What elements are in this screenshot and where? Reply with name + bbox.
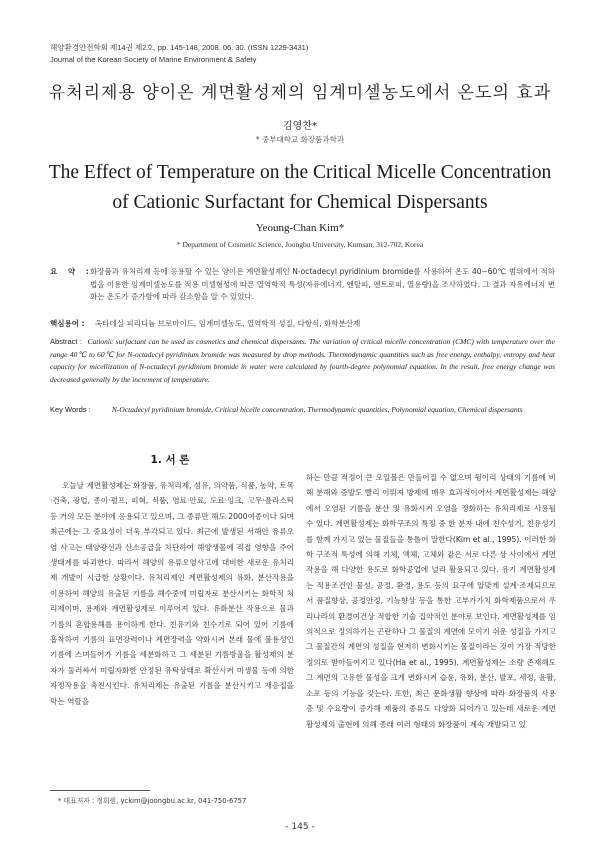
footnote-rule xyxy=(50,790,150,791)
journal-name: Journal of the Korean Society of Marine Environment & Safety xyxy=(50,55,257,64)
keywords-english-text: N-Octadecyl pyridinium bromide, Critical bicelle concentration, Thermodynamic quantities, Polynomial equation, Chemical dispersants xyxy=(111,405,523,414)
affiliation-korean: * 중부대학교 화장품과학과 xyxy=(255,135,345,144)
title-korean: 유처리제용 양이온 계면활성제의 임계미셀농도에서 온도의 효과 xyxy=(48,83,552,103)
abstract-english xyxy=(50,336,555,386)
abstract-korean-text: 화장품과 유처리제 등에 응용할 수 있는 양이온 계면활성제인 N-octadecyl pyridinium bromide를 사용하여 온도 40∼60℃ 범위에서 적하법을 이용한 임계미셀농도를 적용 미셀형성에 따른 열역학적 특성(자유에너지, 엔탈피, 엔트로피, 열용량)을 조사하였다. 그 결과 자유에너지 변화는 온도가 증가함에 따라 감소함을 알 수 있었다. xyxy=(90,267,555,301)
journal-header xyxy=(50,42,308,66)
paragraph: 하는 만큼 적정이 큰 오일볼은 만들어질 수 없으며 뒹이리 상태의 기름에 비해 분해와 증발도 빨리 이뤄져 방제에 매우 효과적이어서 계면활성제는 해양에서 오염된 기름을 분산 및 유화시켜 오염을 정화하는 유처리제로 사용될 수 있다. 계면활성제는 화학구조의 특징 중 한 분자 내에 친수성기, 친유성기를 함께 가지고 있는 물질들을 통틀어 말한다(Kim et al., 1995). 이러한 화학 구조적 특성에 의해 기체, 액체, 고체와 같은 서로 다른 상 사이에서 계면작용을 해 다양한 용도로 화학공업에 널리 활용되고 있다. 유기 계면활성제는 적용조건인 물성, 공정, 환경, 용도 등의 요구에 알맞게 설계·조제되므로서 품질향상, 공정안정, 기능향상 등을 통한 고부가가치 화학제품으로서 우리나라의 환경여건상 적합한 기술 집약적인 분야로 보인다. 계면활성제를 임의적으로 정의하기는 곤란하나 그 물질의 계면에 모이기 쉬운 성질을 가지고 그 물질간의 계면의 성질을 현저히 변화시키는 물질이라는 것이 가장 적당한 정의로 받아들여지고 있다(Ha et al., 1995). 계면활성제는 소량 존재해도 그 계면의 고유한 물성을 크게 변화시켜 습윤, 유화, 분산, 발포, 세정, 윤활, 소포 등의 기능을 갖는다. 또한, 최근 문화생활 향상에 따라 화장품의 사용 층 및 수요량이 증가해 제품의 종류도 다양화 되어가고 있는데 새로운 계면활성제의 출현에 의해 종래 여러 형태의 화장품이 계속 개발되고 있 xyxy=(306,473,556,729)
page-number: - 145 - xyxy=(285,822,315,832)
abstract-korean-label: 요 약 : xyxy=(50,267,93,276)
title-english: The Effect of Temperature on the Critical Micelle Concentration of Cationic Surfactant for Chemical Dispersants xyxy=(48,162,552,213)
abstract-english-label: Abstract : xyxy=(50,337,83,346)
author-english: Yeoung-Chan Kim* xyxy=(255,222,345,234)
body-column-left xyxy=(50,478,294,778)
abstract-korean xyxy=(50,266,555,304)
author-korean: 김영찬* xyxy=(283,121,317,132)
affiliation-english: * Department of Cosmetic Science, Joongbu University, Kumsan, 312-702, Korea xyxy=(176,240,424,249)
keywords-korean-text: 옥타데실 피리디늄 브로마이드, 임계미셀농도, 열역학적 성질, 다항식, 화학분산제 xyxy=(94,319,361,328)
keywords-english xyxy=(50,404,555,417)
keywords-korean xyxy=(50,318,555,329)
paragraph: 오늘날 계면활성제는 화장품, 유처리제, 섬유, 의약품, 식품, 농약, 토목·건축, 광업, 종이·펄프, 피혁, 식품, 염료·안료, 도료·잉크, 고무·플라스틱 등 거의 모든 분야에 응용되고 있으며, 그 종류만 해도 2000여종이나 되며 최근에는 그 중요성이 더욱 부각되고 있다. 최근에 발생된 서해안 유류오염 사고는 태양광선과 산소공급을 차단하여 해양생물에 직접 영향을 주어 생태계를 파괴한다. 따라서 해양의 유류오염사고에 대비한 새로운 유처리제 개발이 시급한 상황이다. 유처리제인 계면활성제의 유화, 분산작용을 이용하여 해양의 유출된 기름을 해수중에 미립자로 분산시키는 화학적 처리제이며, 용제와 계면활성제로 이루어져 있다. 유화분산 작용으로 물과 기름의 혼합용해를 용이하게 한다. 친유기와 친수기로 되어 있어 기름에 흡착하여 기름의 표면장력이나 계면장력을 약화시켜 본래 물에 불용성인 기름에 스며들어가 기름을 세분화하고 그 세분된 기름방울을 활성제의 분자가 둘러싸서 미립자화한 안정된 유탁상태로 확산시켜 미생물 등에 의한 자정작용을 촉진시킨다. 유처리제는 유출된 기름을 분산시키고 재응집을 막는 역할을 xyxy=(50,481,294,706)
keywords-korean-label: 핵심용어 : xyxy=(50,319,85,328)
keywords-english-label: Key Words : xyxy=(50,405,91,414)
abstract-english-text: Cationic surfactant can be used as cosmetics and chemical dispersants. The variation of critical micelle concentration (CMC) with temperature over the range 40℃ to 60℃ for N-octadecyl pyridinium bromide was measured by drop methods. Thermodynamic quantities such as free energy, enthalpy, entropy and heat capacity for micellization of N-octadecyl pyridinium bromide in water were calculated by fourth-degree polynomial equation. In the result, free energy change was decreased generally by the increment of temperature. xyxy=(50,337,555,384)
body-column-right xyxy=(306,470,556,826)
section-1-title: 1. 서 론 xyxy=(150,454,190,466)
citation-line: 해양환경안전학회 제14권 제2호, pp. 145-148, 2008. 06. 30. (ISSN 1229-3431) xyxy=(50,43,309,52)
footnote: * 대표저자 : 정회원, yckim@joongbu.ac.kr, 041-750-6757 xyxy=(58,797,247,805)
